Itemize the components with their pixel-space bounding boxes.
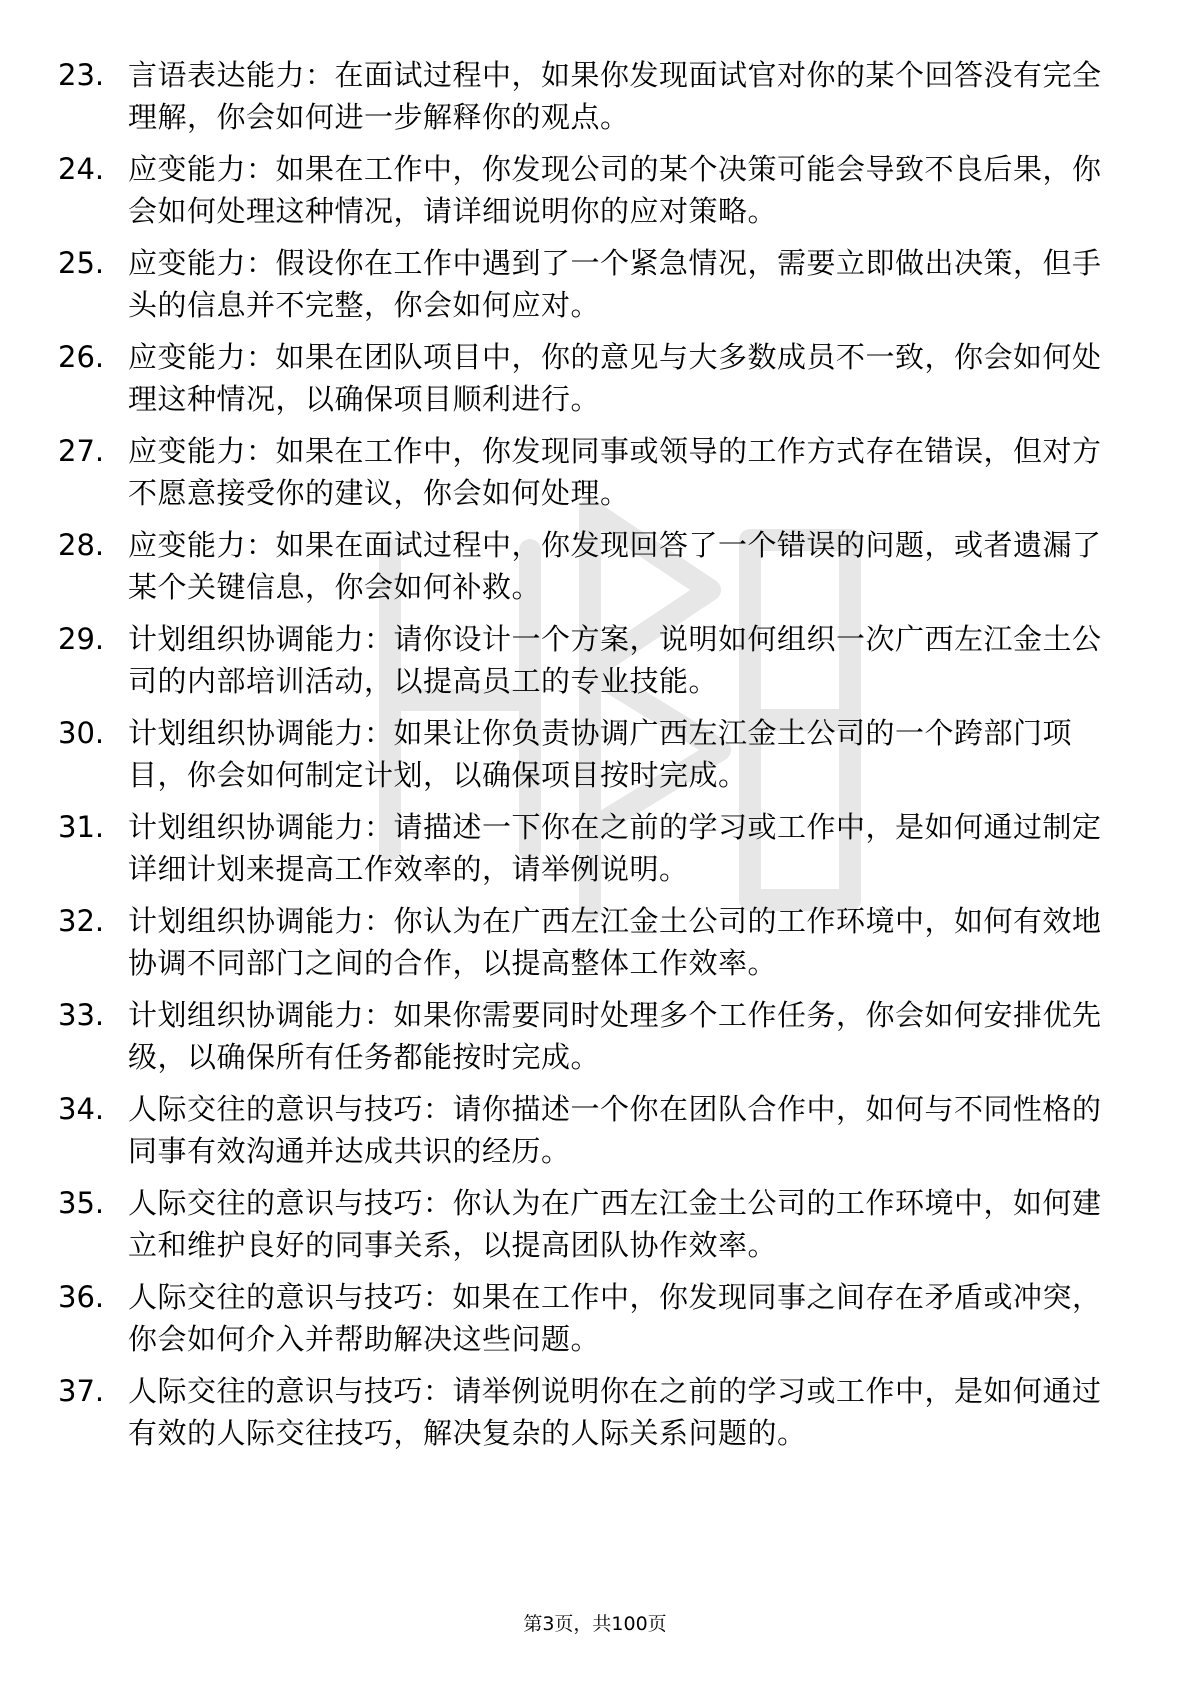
page-footer: 第3页，共100页 — [523, 1613, 667, 1635]
question-item — [0, 1182, 1190, 1266]
question-number: 29. — [58, 622, 105, 656]
question-item — [0, 54, 1190, 138]
question-number: 31. — [58, 810, 105, 844]
question-item — [0, 524, 1190, 608]
question-text: 应变能力：如果在工作中，你发现同事或领导的工作方式存在错误，但对方不愿意接受你的建议，你会如何处理。 — [128, 434, 1102, 510]
question-text: 人际交往的意识与技巧：你认为在广西左江金土公司的工作环境中，如何建立和维护良好的同事关系，以提高团队协作效率。 — [128, 1186, 1102, 1262]
question-text: 计划组织协调能力：如果你需要同时处理多个工作任务，你会如何安排优先级，以确保所有任务都能按时完成。 — [128, 998, 1102, 1074]
question-item — [0, 430, 1190, 514]
question-text: 人际交往的意识与技巧：请举例说明你在之前的学习或工作中，是如何通过有效的人际交往技巧，解决复杂的人际关系问题的。 — [128, 1374, 1102, 1450]
question-item — [0, 1276, 1190, 1360]
question-item — [0, 712, 1190, 796]
question-text: 计划组织协调能力：你认为在广西左江金土公司的工作环境中，如何有效地协调不同部门之间的合作，以提高整体工作效率。 — [128, 904, 1102, 980]
question-text: 计划组织协调能力：如果让你负责协调广西左江金土公司的一个跨部门项目，你会如何制定计划，以确保项目按时完成。 — [128, 716, 1073, 792]
question-number: 23. — [58, 58, 105, 92]
question-number: 27. — [58, 434, 105, 468]
question-number: 25. — [58, 246, 105, 280]
question-text: 人际交往的意识与技巧：请你描述一个你在团队合作中，如何与不同性格的同事有效沟通并达成共识的经历。 — [128, 1092, 1102, 1168]
question-item — [0, 1088, 1190, 1172]
question-number: 28. — [58, 528, 105, 562]
question-item — [0, 242, 1190, 326]
question-item — [0, 148, 1190, 232]
question-item — [0, 900, 1190, 984]
question-number: 34. — [58, 1092, 105, 1126]
question-item — [0, 618, 1190, 702]
question-text: 言语表达能力：在面试过程中，如果你发现面试官对你的某个回答没有完全理解，你会如何进一步解释你的观点。 — [128, 58, 1102, 134]
question-text: 应变能力：如果在工作中，你发现公司的某个决策可能会导致不良后果，你会如何处理这种情况，请详细说明你的应对策略。 — [128, 152, 1102, 228]
question-text: 计划组织协调能力：请描述一下你在之前的学习或工作中，是如何通过制定详细计划来提高工作效率的，请举例说明。 — [128, 810, 1102, 886]
question-number: 26. — [58, 340, 105, 374]
question-item — [0, 336, 1190, 420]
question-text: 人际交往的意识与技巧：如果在工作中，你发现同事之间存在矛盾或冲突，你会如何介入并帮助解决这些问题。 — [128, 1280, 1102, 1356]
question-text: 应变能力：如果在面试过程中，你发现回答了一个错误的问题，或者遗漏了某个关键信息，你会如何补救。 — [128, 528, 1102, 604]
question-number: 32. — [58, 904, 105, 938]
question-item — [0, 1370, 1190, 1454]
question-text: 计划组织协调能力：请你设计一个方案，说明如何组织一次广西左江金土公司的内部培训活动，以提高员工的专业技能。 — [128, 622, 1102, 698]
question-number: 36. — [58, 1280, 105, 1314]
question-item — [0, 994, 1190, 1078]
question-text: 应变能力：如果在团队项目中，你的意见与大多数成员不一致，你会如何处理这种情况，以确保项目顺利进行。 — [128, 340, 1102, 416]
question-number: 35. — [58, 1186, 105, 1220]
question-item — [0, 806, 1190, 890]
question-number: 24. — [58, 152, 105, 186]
question-number: 33. — [58, 998, 105, 1032]
question-number: 37. — [58, 1374, 105, 1408]
question-text: 应变能力：假设你在工作中遇到了一个紧急情况，需要立即做出决策，但手头的信息并不完整，你会如何应对。 — [128, 246, 1102, 322]
question-number: 30. — [58, 716, 105, 750]
